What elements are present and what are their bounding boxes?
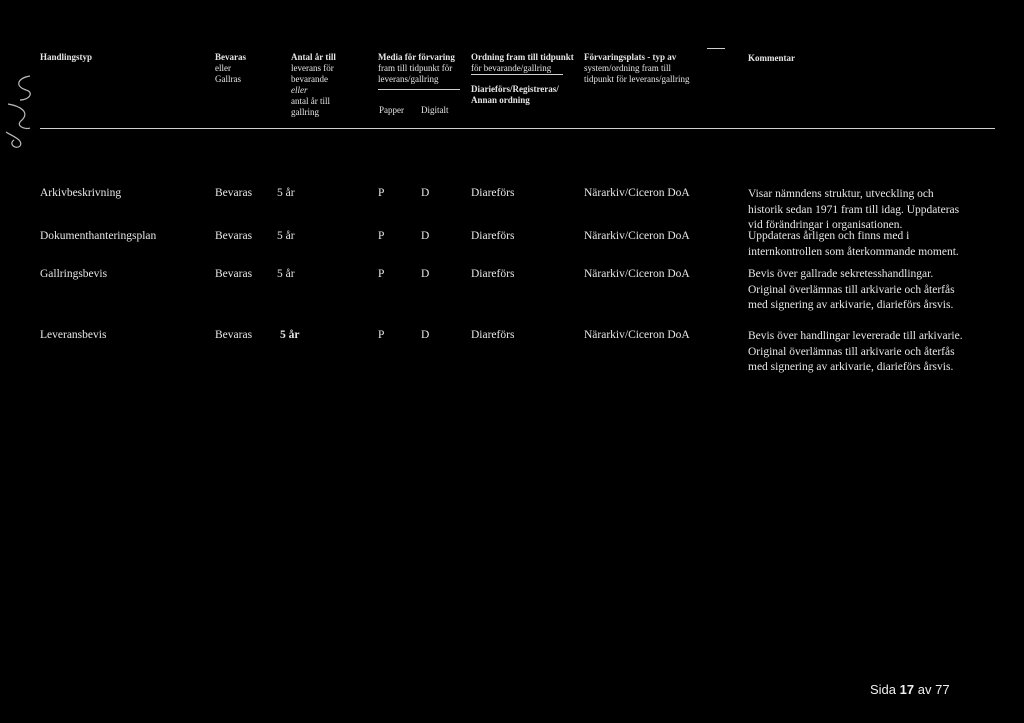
header-bottom-rule xyxy=(40,128,995,129)
row-1-antal: 5 år xyxy=(277,187,295,199)
row-3-antal: 5 år xyxy=(277,268,295,280)
row-4-digitalt: D xyxy=(421,329,430,341)
header-antal: Antal år till leverans för bevarande eller antal år till gallring xyxy=(291,52,336,117)
row-4-handlingstyp: Leveransbevis xyxy=(40,329,107,341)
row-1-forvaring: Närarkiv/Ciceron DoA xyxy=(584,187,690,199)
row-3-handlingstyp: Gallringsbevis xyxy=(40,268,108,280)
row-1-handlingstyp: Arkivbeskrivning xyxy=(40,187,122,199)
header-media-papper: Papper xyxy=(379,105,404,115)
row-2-ordning: Diareförs xyxy=(471,230,515,242)
header-handlingstyp: Handlingstyp xyxy=(40,52,93,62)
header-media-divider xyxy=(378,89,460,90)
row-1-kommentar: Visar nämndens struktur, utveckling och historik sedan 1971 fram till idag. Uppdateras vid förändringar i organisationen. xyxy=(748,188,960,231)
header-forvaring: Förvaringsplats - typ av system/ordning fram till tidpunkt för leverans/gallring xyxy=(584,52,690,84)
row-1-bevaras: Bevaras xyxy=(215,187,253,199)
row-1-digitalt: D xyxy=(421,187,430,199)
row-2-bevaras: Bevaras xyxy=(215,230,253,242)
header-media: Media för förvaring fram till tidpunkt för leverans/gallring xyxy=(378,52,455,84)
row-2-forvaring: Närarkiv/Ciceron DoA xyxy=(584,230,690,242)
row-3-kommentar: Bevis över gallrade sekretesshandlingar. Original överlämnas till arkivarie och återfås med signering av arkivarie, diarieförs årsvis. xyxy=(748,268,955,311)
header-media-digitalt: Digitalt xyxy=(421,105,449,115)
row-1-ordning: Diareförs xyxy=(471,187,515,199)
row-2-kommentar: Uppdateras årligen och finns med i internkontrollen som återkommande moment. xyxy=(748,230,959,258)
header-ordning: Ordning fram till tidpunkt för bevarande/gallring xyxy=(471,52,574,73)
row-3-ordning: Diareförs xyxy=(471,268,515,280)
header-ordning-sub: Diarieförs/Registreras/ Annan ordning xyxy=(471,84,559,105)
row-2-papper: P xyxy=(378,230,385,242)
row-3-digitalt: D xyxy=(421,268,430,280)
row-4-antal: 5 år xyxy=(280,329,300,341)
row-2-handlingstyp: Dokumenthanteringsplan xyxy=(40,230,157,242)
row-4-papper: P xyxy=(378,329,385,341)
header-forvaring-mark xyxy=(707,48,725,49)
page-number: Sida 17 av 77 xyxy=(870,682,950,697)
row-4-ordning: Diareförs xyxy=(471,329,515,341)
row-4-bevaras: Bevaras xyxy=(215,329,253,341)
row-2-digitalt: D xyxy=(421,230,430,242)
row-4-forvaring: Närarkiv/Ciceron DoA xyxy=(584,329,690,341)
handwritten-signature xyxy=(0,70,40,150)
row-3-bevaras: Bevaras xyxy=(215,268,253,280)
row-3-papper: P xyxy=(378,268,385,280)
header-kommentar: Kommentar xyxy=(748,53,795,63)
header-bevaras: Bevaras eller Gallras xyxy=(215,52,246,84)
row-3-forvaring: Närarkiv/Ciceron DoA xyxy=(584,268,690,280)
row-4-kommentar: Bevis över handlingar levererade till arkivarie. Original överlämnas till arkivarie och återfås med signering av arkivarie, diarieförs årsvis. xyxy=(748,330,963,373)
header-ordning-divider xyxy=(471,74,563,75)
row-2-antal: 5 år xyxy=(277,230,295,242)
row-1-papper: P xyxy=(378,187,385,199)
